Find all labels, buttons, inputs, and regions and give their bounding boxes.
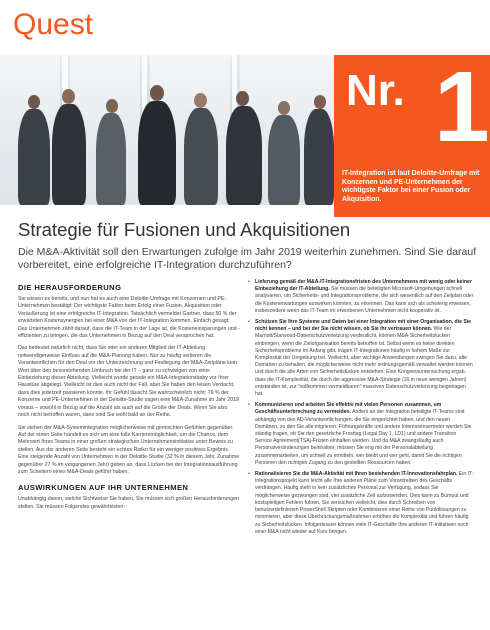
paragraph-1: Sie wissen es bereits, und nun hat es auch eine Deloitte-Umfrage mit Konzernen und PE-Unternehmen bestätigt: Der wichtigste Faktor beim Erfolg einer Fusion, Akquisition oder Veräußerung ist eine erfolgreiche IT-Integration. Tatsächlich vermeldet Gartner, dass 50 % der erwarteten Kostensynergien bei einer M&A von der IT-Integration kommen. Einfach gesagt: Das Unternehmen zählt darauf, dass die IT-Team in der Lage ist, die Kosteneinsparungen und -effizienten zu bringen, die das Unternehmen in Bezug auf den Deal versprochen hat.	[18, 296, 240, 340]
badge-text: IT-Integration ist laut Deloitte-Umfrage mit Konzernen und PE-Unternehmen der wichtigste Faktor bei einer Fusion oder Akquisition.	[342, 170, 480, 203]
list-item: • Rationalisieren Sie die M&A-Aktivität mit Ihren bestehenden IT-Innovationsfahrplan. Ein IT-Integrationsprojekt kann leicht alle Ihre anderen Pläne zum Vorantreiben des Geschäfts verdrängen. Häufig steht in kein zusätzliches Personal zur Verfügung, sodass Sie möglicherweise gezwungen sind, viel zusätzliche Zeit aufzuwenden. Dies kann zu Burnout und kostspieligen Fehlern führen. Sie versuchen vielleicht, dies durch Schreiben von benutzerdefinierten PowerShell Skripten oder Kombinieren einer Reihe von Punktlösungen zu minimieren, aber diese Überbrückungsmaßnahmen erhöhen die Komplexität und führen häufig zu Sicherheitslücken. Infolgedessen können viele IT-Geschäfte Ihre anderen IT-Initiativen noch einer M&A nicht wieder auf Kurs bringen.	[248, 471, 474, 536]
badge-number: 1	[434, 51, 490, 163]
right-column	[248, 279, 474, 540]
paragraph-3: Sie stehen der M&A-Systemintegration möglicherweise mit gemischten Gefühlen gegenüber. Auf der einen Seite handelt es sich um eine tolle Karrieremöglichkeit, um die Chance, dem Mehrwert Ihres Teams in einer großen strategischen Unternehmensinitiative unter Beweis zu stellen. Aus der anderen Seite besteht ein echtes Risiko für ein weniger positives Ergebnis. Eine steigende Anzahl von Unternehmen in der Deloitte-Studie (32 % in diesem Jahr, Zunahme gegenüber 27 % im vergangenen Jahr) geben an, dass Lücken bei der Integrationsausführung zum Scheitern eines M&A-Deals geführt haben.	[18, 424, 240, 475]
list-item: • Schützen Sie Ihre Systeme und Daten bei einer Integration mit einer Organisation, die Sie nicht kennen – und bei der Sie nicht wissen, ob Sie ihr vertrauen können. Wie der Marriott/Starwood-Datenschutzverletzung verdeutlicht, können M&A-Sicherheitslücken einbringen, wenn die Zielorganisation bereits betroffen ist. Selbst wenn es keine direkten Sicherheitsprobleme im Anfang gibt, tragen IT-Integrationen häufig in hohem Maße zur Komplexität der Umgebung bei. Vielleicht, aber wichtige Anwendungen zwingen Sie dazu, alte Domänen zu behalten, die möglicherweise nicht mehr ordnungsgemäß verwaltet werden können und durch die alle Arten von Sicherheitslücken entstehen. Eine Kongressuntersuchung ergab, dass die IT-Komplexität, die durch die aggressive M&A-Strategie (16 in neun wenigen Jahren) entstanden ist, zur "vollkommen vermeidbaren" massiven Datenschutzverletzung beigetragen hat.	[248, 319, 474, 398]
left-column	[18, 283, 240, 511]
list-item: • Lieferung gemäß der M&A-IT-Integrationsfristen des Unternehmens mit wenig oder keiner Einbeziehung der IT-Abteilung. Sie müssen die beteiligten Microsoft-Umgebungen schnell analysieren, um Sicherheits- und Integrationsprobleme, die sich wesentlich auf den Zeitplan oder die Kostenerwartungen auswirken könnten, zu erkennen. Das kann sich als schwierig erweisen, insbesondere wenn das IT-Team im erworbenen Unternehmen nicht kooperativ ist.	[248, 279, 474, 315]
paragraph-4: Unabhängig davon, welche Sichtweise Sie haben, Sie müssen sich großen Herausforderungen stellen. Sie müssen Folgendes gewährleisten:	[18, 496, 239, 510]
quest-logo: Quest	[13, 8, 94, 41]
list-item: • Kommunizieren und arbeiten Sie effektiv mit vielen Personen zusammen, um Geschäftsunterbrechung zu vermeiden. Anders an der Integration beteiligte IT-Teams sind abhängig von den AD-Verantwortlichungen, die Sie eingerichtet haben, und den neuen Domänen, zu den Sie alle migrieren. Führungskräfte und andere Interessenvertreter werden Sie ständig fragen, ob Sie den gesetzliche Frosttag (Legal Day 1, LD1) und andere Transition Service Agreement(TSA)-Fristen einhalten werden. Und da M&A zwangsläufig auch Personalveränderungen beinhalten, müssen Sie eng mit der Personalabteilung zusammenarbeiten, um schnell zu ermitteln, wer bleibt und wer geht, damit Sie die richtigen Personen den richtigen Zugang zu den gestellten Ressourcen haben.	[248, 402, 474, 467]
section-heading-impact: AUSWIRKUNGEN AUF IHR UNTERNEHMEN	[18, 483, 189, 493]
number-one-badge	[334, 51, 490, 217]
requirements-list	[248, 279, 474, 536]
section-heading-challenge: DIE HERAUSFORDERUNG	[18, 283, 122, 292]
page-subtitle: Die M&A-Aktivität soll den Erwartungen zufolge im Jahr 2019 weiterhin zunehmen. Sind Sie darauf vorbereitet, eine erfolgreiche IT-Integration durchzuführen?	[18, 246, 477, 271]
page-title: Strategie für Fusionen und Akquisitionen	[18, 219, 351, 240]
paragraph-2: Das bedeutet natürlich nicht, dass Sie oder ein anderes Mitglied der IT-Abteilung notwendigerweise Einfluss auf die M&A-Planung haben. Nur zu häufig verlieren die Verantwortlichen für den Deal vor der Unterzeichnung und Festlegung der M&A-Zeitpläne kein Wort über den bevorstehenden Umbruch bei der IT – ganz zu schweigen von einer Einbeziehung dieser Abteilung. Vielleicht wurde gerade ein M&A-Integrationsbaby vor Ihrer Haustüre abgelegt. Vielleicht ist dies auch nicht der Fall, aber Sie haben den leisen Verdacht, dass dies jederzeit passieren könnte. Ihr Gefühl täuscht Sie wahrscheinlich nicht: 79 % der Konzerne und PE-Unternehmen in der Deloitte-Studie sagen eine M&A-Zunahme im Jahr 2019 voraus – sowohl in Bezug auf die Anzahl als auch auf die Größe der Deals. Wenn Sie also noch nicht betroffen waren, dann sind Sie wohl bald an der Reihe.	[18, 345, 239, 419]
badge-title: Nr.	[346, 66, 405, 115]
